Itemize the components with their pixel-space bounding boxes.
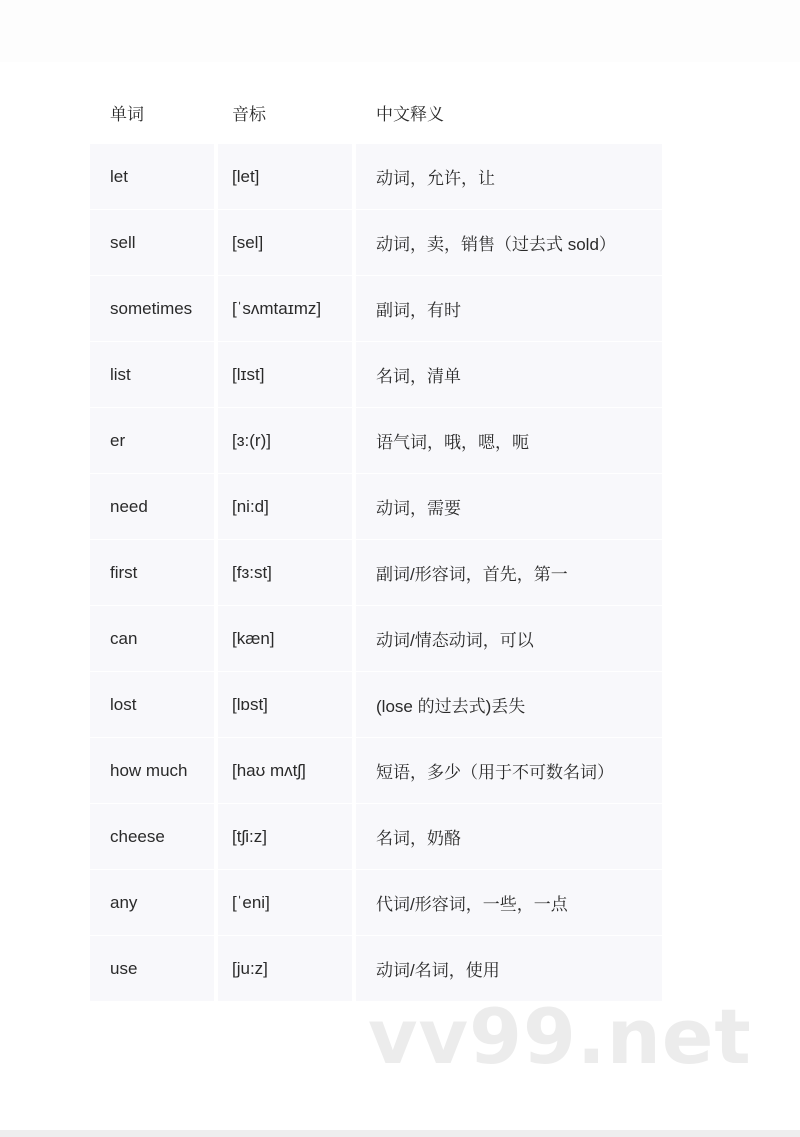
page-bottom-border	[0, 1130, 800, 1137]
table-header	[90, 80, 662, 144]
phonetic-cell: [lɪst]	[218, 342, 352, 407]
meaning-cell: 名词，奶酪	[356, 804, 662, 869]
meaning-cell: 语气词，哦，嗯，呃	[356, 408, 662, 473]
word-cell: any	[90, 870, 214, 935]
word-cell: list	[90, 342, 214, 407]
meaning-cell: 短语，多少（用于不可数名词）	[356, 738, 662, 803]
table-row	[90, 144, 662, 210]
phonetic-cell: [tʃi:z]	[218, 804, 352, 869]
phonetic-cell: [ni:d]	[218, 474, 352, 539]
watermark: vv99.net	[368, 992, 752, 1081]
meaning-cell: (lose 的过去式)丢失	[356, 672, 662, 737]
meaning-cell: 名词，清单	[356, 342, 662, 407]
word-cell: sell	[90, 210, 214, 275]
table-row	[90, 606, 662, 672]
phonetic-cell: [ˈeni]	[218, 870, 352, 935]
header-word: 单词	[110, 104, 144, 124]
phonetic-cell: [lɒst]	[218, 672, 352, 737]
phonetic-cell: [fɜ:st]	[218, 540, 352, 605]
table-row	[90, 672, 662, 738]
page-top-band	[0, 0, 800, 62]
word-cell: sometimes	[90, 276, 214, 341]
header-meaning: 中文释义	[376, 104, 444, 124]
word-cell: can	[90, 606, 214, 671]
phonetic-cell: [haʊ mʌtʃ]	[218, 738, 352, 803]
word-cell: how much	[90, 738, 214, 803]
table-row	[90, 210, 662, 276]
meaning-cell: 动词，卖，销售（过去式 sold）	[356, 210, 662, 275]
phonetic-cell: [sel]	[218, 210, 352, 275]
table-row	[90, 540, 662, 606]
phonetic-cell: [let]	[218, 144, 352, 209]
meaning-cell: 动词，需要	[356, 474, 662, 539]
table-row	[90, 276, 662, 342]
word-cell: first	[90, 540, 214, 605]
word-cell: er	[90, 408, 214, 473]
table-row	[90, 408, 662, 474]
meaning-cell: 代词/形容词，一些，一点	[356, 870, 662, 935]
phonetic-cell: [ˈsʌmtaɪmz]	[218, 276, 352, 341]
word-cell: use	[90, 936, 214, 1001]
header-phonetic: 音标	[232, 104, 266, 124]
phonetic-cell: [ɜ:(r)]	[218, 408, 352, 473]
word-cell: lost	[90, 672, 214, 737]
vocabulary-table	[90, 80, 662, 1002]
meaning-cell: 副词，有时	[356, 276, 662, 341]
table-row	[90, 342, 662, 408]
table-body	[90, 144, 662, 1002]
phonetic-cell: [kæn]	[218, 606, 352, 671]
meaning-cell: 动词/情态动词，可以	[356, 606, 662, 671]
phonetic-cell: [ju:z]	[218, 936, 352, 1001]
word-cell: let	[90, 144, 214, 209]
meaning-cell: 动词，允许，让	[356, 144, 662, 209]
table-row	[90, 870, 662, 936]
word-cell: need	[90, 474, 214, 539]
table-row	[90, 804, 662, 870]
table-row	[90, 738, 662, 804]
table-row	[90, 474, 662, 540]
word-cell: cheese	[90, 804, 214, 869]
meaning-cell: 副词/形容词，首先，第一	[356, 540, 662, 605]
meaning-cell: 动词/名词，使用	[356, 936, 662, 1001]
